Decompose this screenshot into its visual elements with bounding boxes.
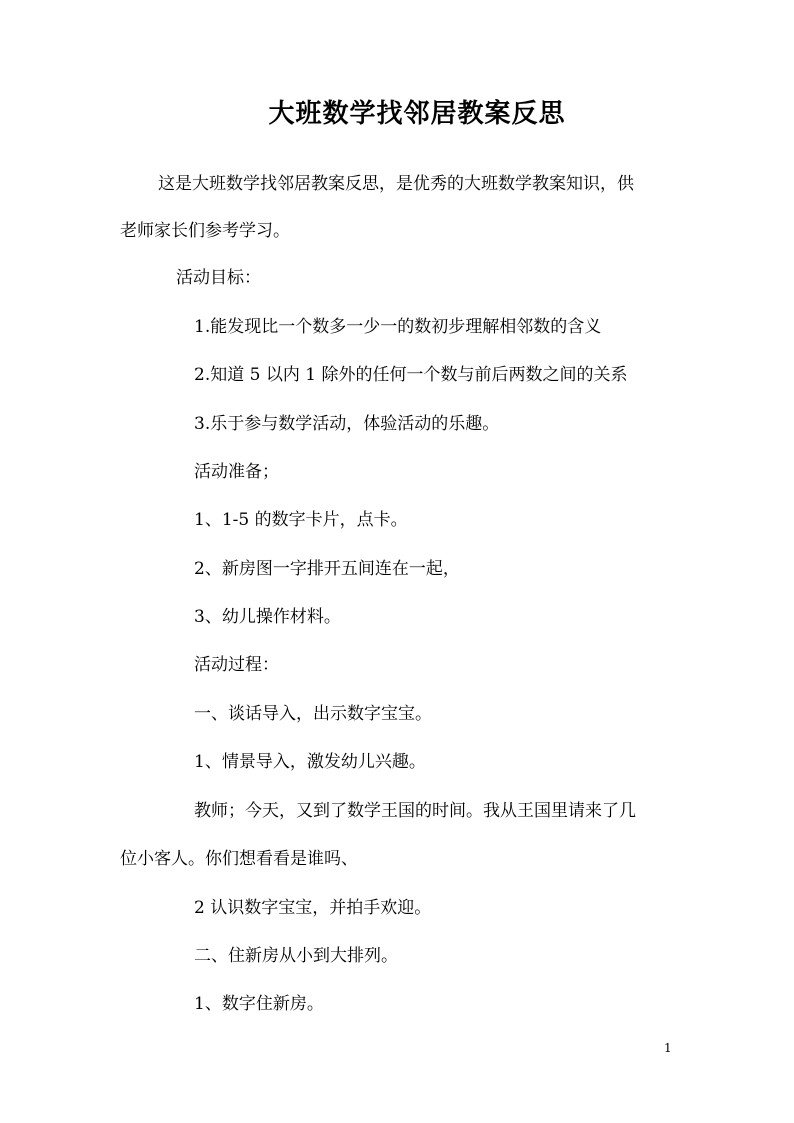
page-number: 1 <box>664 1041 672 1055</box>
section-heading: 活动过程： <box>194 655 279 675</box>
list-item: 3.乐于参与数学活动，体验活动的乐趣。 <box>194 414 500 434</box>
list-item: 1、情景导入，激发幼儿兴趣。 <box>194 752 426 772</box>
list-item: 1.能发现比一个数多一少一的数初步理解相邻数的含义 <box>194 317 602 337</box>
list-item: 1、数字住新房。 <box>194 994 324 1014</box>
list-item: 二、住新房从小到大排列。 <box>194 946 398 966</box>
paragraph-line: 这是大班数学找邻居教案反思，是优秀的大班数学教案知识，供 <box>158 174 634 194</box>
list-item: 3、幼儿操作材料。 <box>194 607 341 627</box>
list-item: 一、谈话导入，出示数字宝宝。 <box>194 704 432 724</box>
list-item: 2、新房图一字排开五间连在一起， <box>194 559 460 579</box>
section-heading: 活动准备； <box>194 462 279 482</box>
paragraph-line: 位小客人。你们想看看是谁吗、 <box>120 849 358 869</box>
list-item: 1、1-5 的数字卡片，点卡。 <box>194 510 408 530</box>
document-title: 大班数学找邻居教案反思 <box>268 99 566 129</box>
list-item: 2 认识数字宝宝，并拍手欢迎。 <box>194 898 432 918</box>
section-heading: 活动目标： <box>176 268 261 288</box>
paragraph-line: 教师；今天，又到了数学王国的时间。我从王国里请来了几 <box>194 801 636 821</box>
list-item: 2.知道 5 以内 1 除外的任何一个数与前后两数之间的关系 <box>194 365 628 385</box>
paragraph-line: 老师家长们参考学习。 <box>120 221 290 241</box>
